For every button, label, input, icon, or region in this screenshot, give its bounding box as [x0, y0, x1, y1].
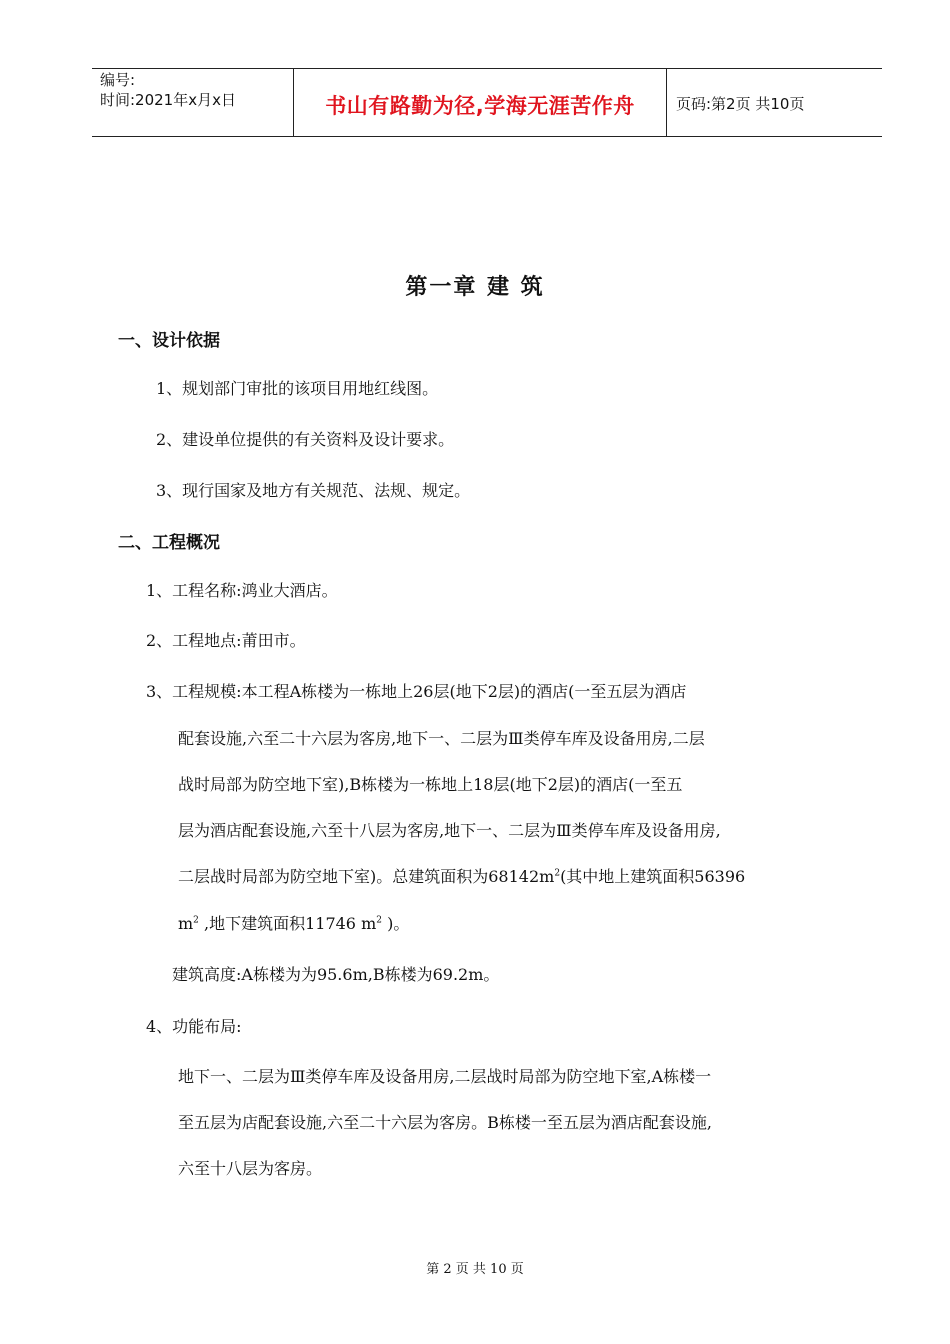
- paragraph-line: 战时局部为防空地下室),B栋楼为一栋地上18层(地下2层)的酒店(一至五: [178, 775, 683, 794]
- header-top-rule: [92, 68, 882, 69]
- paragraph-line: 六至十八层为客房。: [178, 1159, 323, 1178]
- list-item: 2、工程地点:莆田市。: [146, 631, 306, 650]
- chapter-title: 第一章 建 筑: [405, 275, 545, 300]
- header-divider-right: [666, 68, 667, 136]
- paragraph-line: 配套设施,六至二十六层为客房,地下一、二层为Ⅲ类停车库及设备用房,二层: [178, 729, 705, 748]
- closing-text: )。: [381, 914, 410, 933]
- section-heading-project-overview: 二、工程概况: [118, 533, 220, 553]
- list-item: 2、建设单位提供的有关资料及设计要求。: [156, 430, 455, 449]
- list-item: 3、现行国家及地方有关规范、法规、规定。: [156, 481, 471, 500]
- paragraph-line: 地下一、二层为Ⅲ类停车库及设备用房,二层战时局部为防空地下室,A栋楼一: [178, 1067, 712, 1086]
- superscript: 2: [554, 868, 561, 879]
- header-bottom-rule: [92, 136, 882, 137]
- area-total-text: 二层战时局部为防空地下室)。总建筑面积为68142m: [178, 867, 555, 886]
- area-above-text: (其中地上建筑面积56396: [560, 867, 746, 886]
- header-page-label: 页码:第2页 共10页: [676, 95, 805, 113]
- list-item: 1、规划部门审批的该项目用地红线图。: [156, 379, 439, 398]
- area-below-text: ,地下建筑面积11746 m: [198, 914, 377, 933]
- date-label: 时间:2021年x月x日: [100, 91, 236, 109]
- building-height-line: 建筑高度:A栋楼为为95.6m,B栋楼为69.2m。: [172, 965, 500, 984]
- superscript: 2: [193, 915, 199, 926]
- paragraph-line: 至五层为店配套设施,六至二十六层为客房。B栋楼一至五层为酒店配套设施,: [178, 1113, 712, 1132]
- paragraph-line: 层为酒店配套设施,六至十八层为客房,地下一、二层为Ⅲ类停车库及设备用房,: [178, 821, 721, 840]
- header-meta: [100, 70, 236, 110]
- paragraph-line: 3、工程规模:本工程A栋楼为一栋地上26层(地下2层)的酒店(一至五层为酒店: [146, 682, 687, 701]
- header-motto: 书山有路勤为径,学海无涯苦作舟: [325, 94, 635, 118]
- section-heading-design-basis: 一、设计依据: [118, 331, 220, 351]
- list-item: 4、功能布局:: [146, 1017, 242, 1036]
- list-item: 1、工程名称:鸿业大酒店。: [146, 581, 338, 600]
- paragraph-line: [178, 911, 409, 934]
- serial-label: 编号:: [100, 71, 136, 89]
- paragraph-line: [178, 864, 745, 887]
- page-footer: 第 2 页 共 10 页: [426, 1262, 524, 1277]
- unit-text: m: [178, 914, 194, 933]
- superscript: 2: [376, 915, 382, 926]
